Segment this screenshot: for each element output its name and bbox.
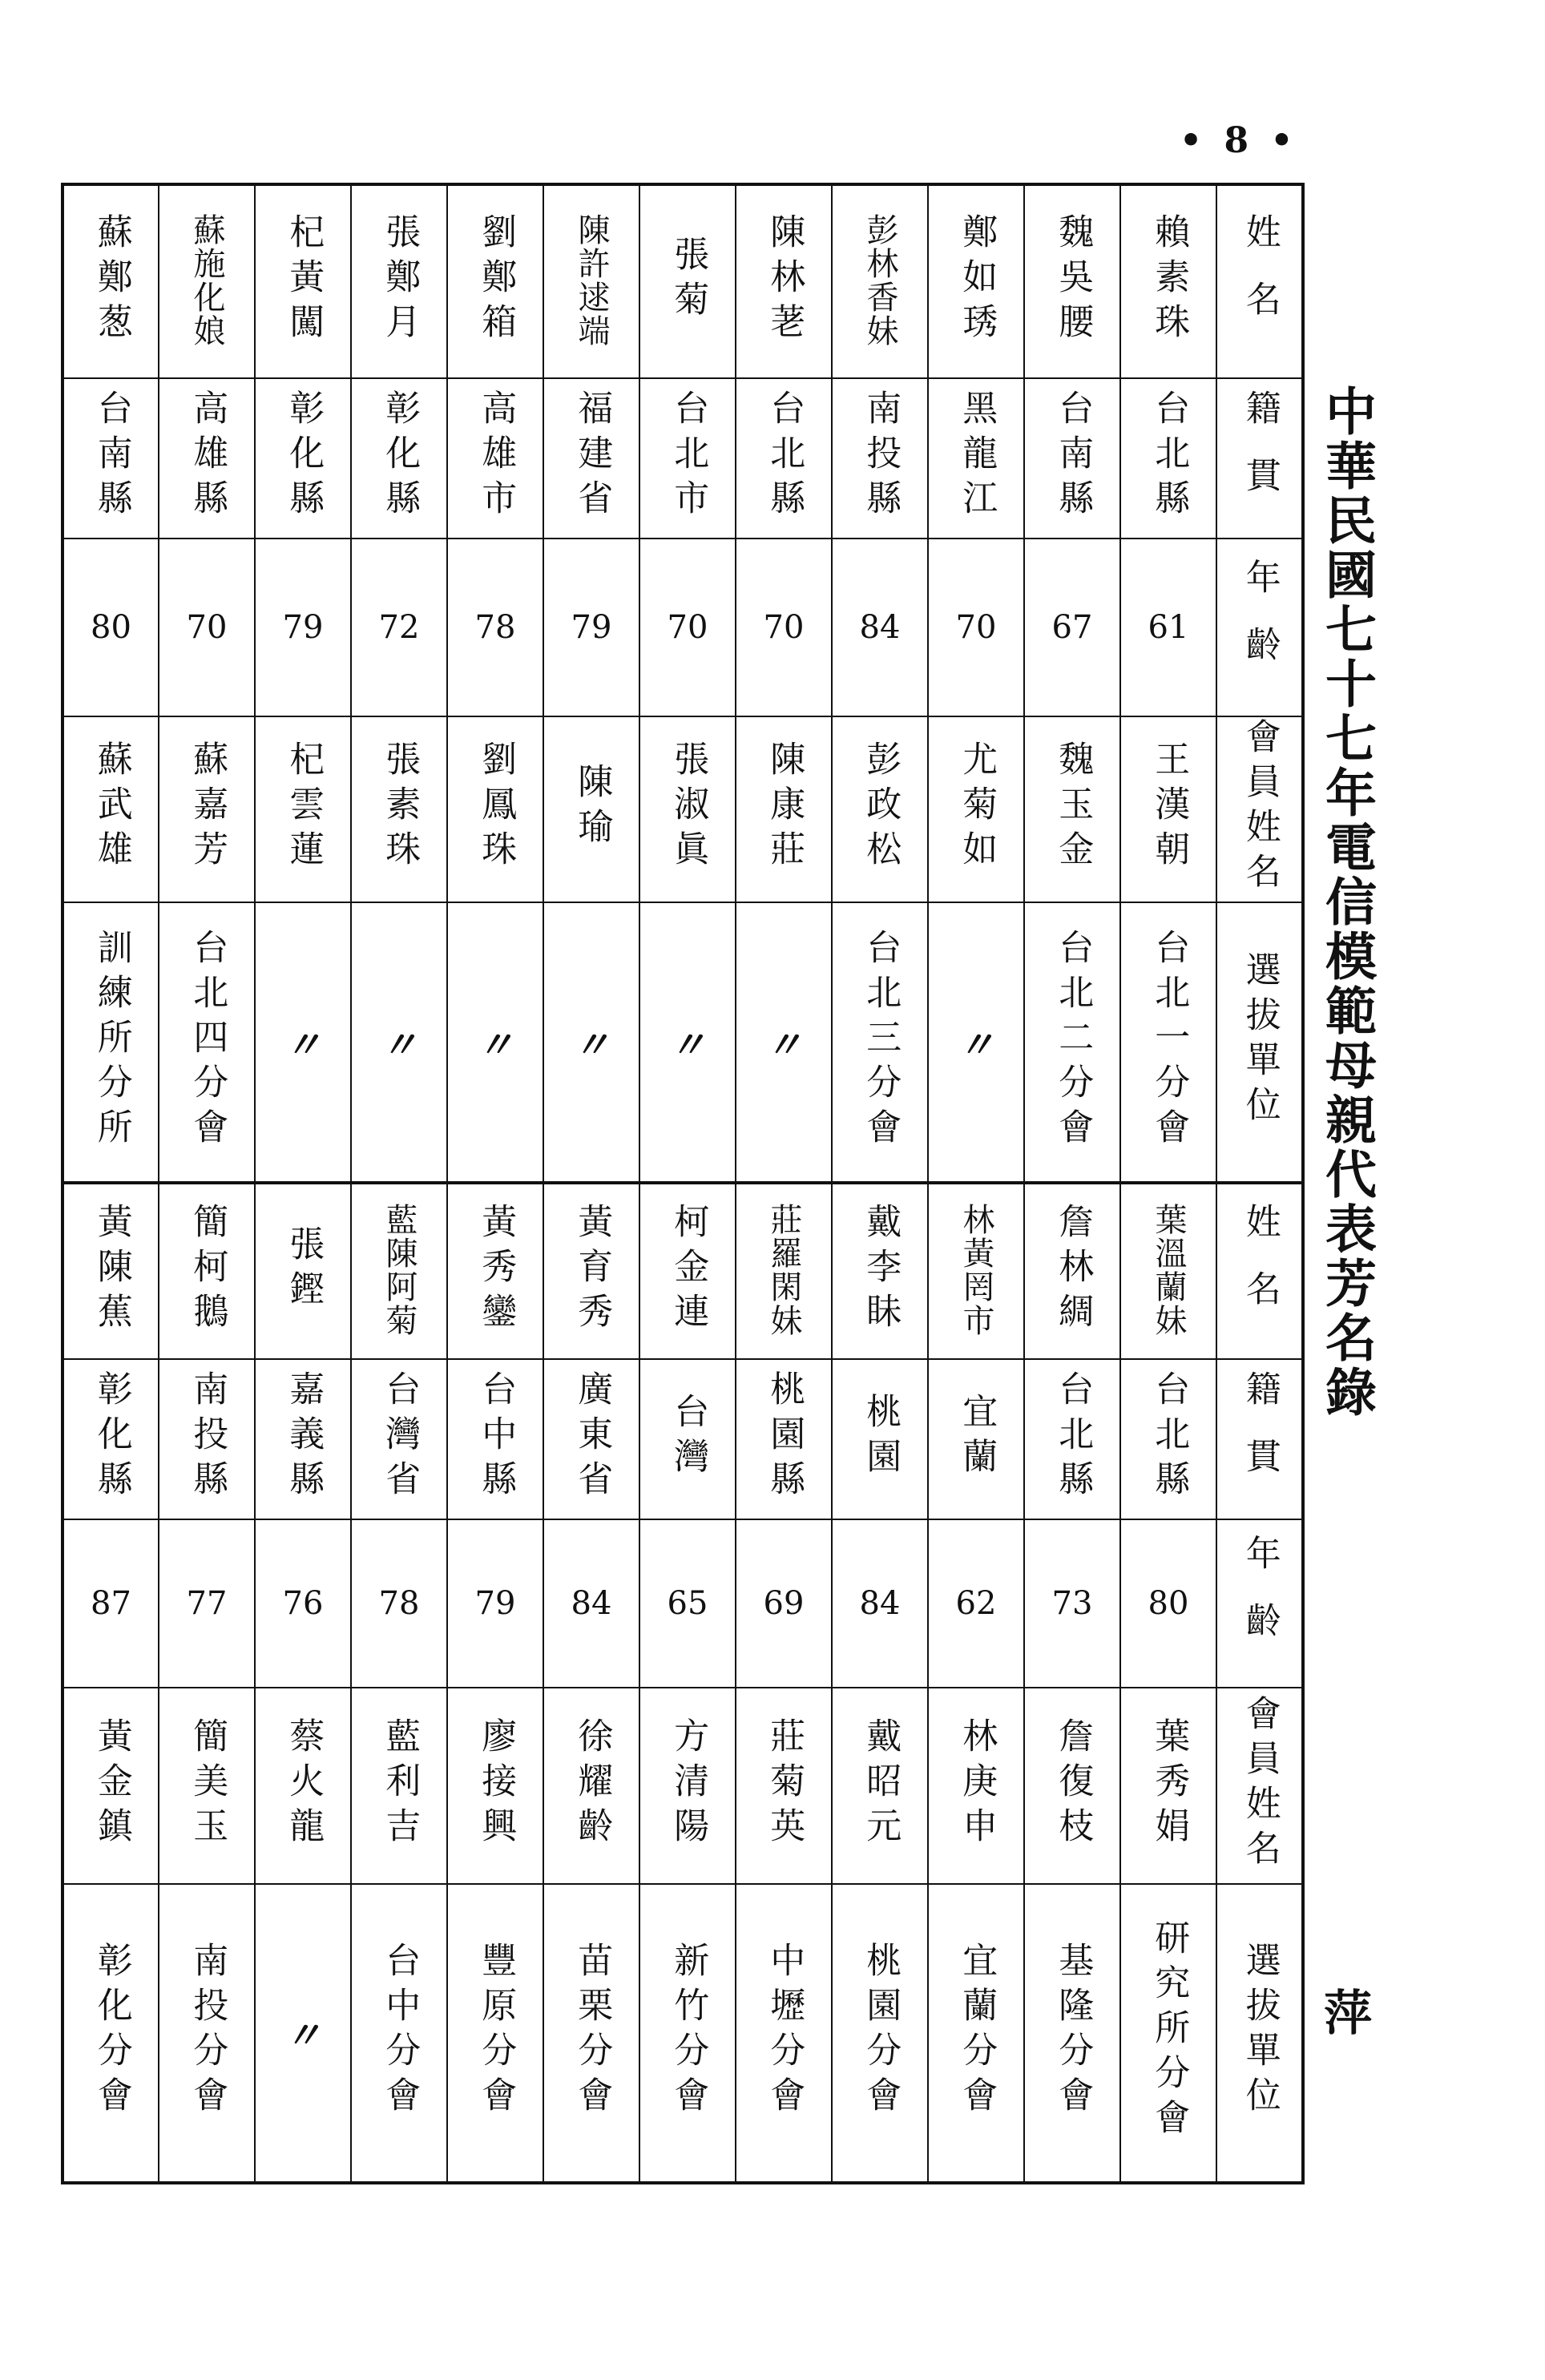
cell-age — [351, 1519, 447, 1688]
member-name-text: 張素珠 — [379, 740, 421, 875]
cell-origin — [832, 378, 928, 539]
origin-text: 高雄市 — [475, 389, 517, 524]
name-text: 黃秀鑾 — [475, 1202, 517, 1337]
member-name-text: 蘇武雄 — [91, 740, 132, 875]
cell-name — [1120, 184, 1216, 378]
cell-member-name — [159, 716, 255, 902]
cell-member-name — [928, 1688, 1024, 1884]
cell-member-name — [159, 1688, 255, 1884]
cell-name — [928, 1183, 1024, 1359]
age-text: 70 — [667, 609, 708, 646]
cell-unit — [255, 1884, 351, 2183]
unit-text: 台北四分會 — [187, 928, 228, 1153]
cell-name — [255, 1183, 351, 1359]
name-text: 葉溫蘭妹 — [1150, 1202, 1187, 1337]
cell-origin — [1024, 378, 1120, 539]
top-origin-row — [63, 378, 1303, 539]
member-name-text: 葉秀娟 — [1148, 1716, 1190, 1852]
cell-origin — [543, 378, 639, 539]
cell-unit — [1024, 1884, 1120, 2183]
cell-member-name — [928, 716, 1024, 902]
origin-text: 台北縣 — [1148, 389, 1190, 524]
cell-member-name — [447, 1688, 543, 1884]
unit-text: 彰化分會 — [91, 1942, 132, 2121]
cell-origin — [1120, 1359, 1216, 1519]
cell-origin — [1024, 1359, 1120, 1519]
header-member-name — [1216, 1688, 1303, 1884]
bottom-name-row — [63, 1183, 1303, 1359]
cell-age — [447, 539, 543, 716]
cell-age — [255, 539, 351, 716]
age-text: 61 — [1148, 609, 1189, 646]
name-text: 蘇鄭葱 — [91, 212, 132, 348]
cell-origin — [928, 378, 1024, 539]
cell-unit — [736, 1884, 832, 2183]
cell-unit — [1024, 902, 1120, 1183]
cell-unit — [928, 1884, 1024, 2183]
unit-text: 〃 — [765, 1023, 802, 1067]
header-label: 姓名 — [1239, 1202, 1281, 1337]
bottom-unit-row — [63, 1884, 1303, 2183]
unit-text: 〃 — [284, 2014, 321, 2057]
cell-age — [639, 1519, 736, 1688]
cell-age — [639, 539, 736, 716]
header-label: 選拔單位 — [1239, 950, 1281, 1131]
header-age — [1216, 1519, 1303, 1688]
origin-text: 台灣省 — [379, 1370, 421, 1505]
cell-name — [1120, 1183, 1216, 1359]
cell-age — [736, 1519, 832, 1688]
member-name-text: 莊菊英 — [764, 1716, 805, 1852]
origin-text: 彰化縣 — [379, 389, 421, 524]
age-text: 70 — [186, 609, 228, 646]
header-member-name — [1216, 716, 1303, 902]
age-text: 73 — [1051, 1585, 1093, 1622]
header-name — [1216, 184, 1303, 378]
cell-origin — [639, 1359, 736, 1519]
member-name-text: 杞雲蓮 — [283, 740, 325, 875]
cell-origin — [159, 1359, 255, 1519]
cell-unit — [63, 902, 159, 1183]
origin-text: 黑龍江 — [956, 389, 998, 524]
name-text: 詹林綢 — [1052, 1202, 1094, 1337]
age-text: 79 — [571, 609, 612, 646]
cell-origin — [1120, 378, 1216, 539]
unit-text: 〃 — [958, 1023, 994, 1067]
member-name-text: 廖接興 — [475, 1716, 517, 1852]
cell-unit — [447, 902, 543, 1183]
member-name-text: 戴昭元 — [860, 1716, 902, 1852]
member-name-text: 陳瑜 — [571, 763, 613, 853]
cell-member-name — [255, 716, 351, 902]
unit-text: 宜蘭分會 — [956, 1942, 998, 2121]
member-name-text: 藍利吉 — [379, 1716, 421, 1852]
member-name-text: 陳康莊 — [764, 740, 805, 875]
name-text: 杞黃闖 — [283, 212, 325, 348]
cell-name — [63, 1183, 159, 1359]
cell-age — [255, 1519, 351, 1688]
cell-age — [928, 1519, 1024, 1688]
unit-text: 新竹分會 — [668, 1942, 709, 2121]
cell-origin — [351, 1359, 447, 1519]
origin-text: 桃園縣 — [764, 1370, 805, 1505]
cell-age — [543, 539, 639, 716]
cell-name — [832, 184, 928, 378]
cell-name — [447, 184, 543, 378]
age-text: 78 — [474, 609, 516, 646]
origin-text: 嘉義縣 — [283, 1370, 325, 1505]
cell-unit — [543, 902, 639, 1183]
name-text: 林黃罔市 — [958, 1202, 994, 1337]
name-text: 張鏗 — [283, 1224, 325, 1315]
mothers-roster-table — [61, 183, 1305, 2184]
cell-member-name — [1024, 1688, 1120, 1884]
member-name-text: 魏玉金 — [1052, 740, 1094, 875]
age-text: 70 — [763, 609, 805, 646]
origin-text: 台北縣 — [1148, 1370, 1190, 1505]
cell-member-name — [832, 1688, 928, 1884]
member-name-text: 簡美玉 — [187, 1716, 228, 1852]
cell-unit — [255, 902, 351, 1183]
cell-name — [1024, 184, 1120, 378]
cell-origin — [63, 378, 159, 539]
origin-text: 台北縣 — [1052, 1370, 1094, 1505]
cell-origin — [736, 1359, 832, 1519]
unit-text: 〃 — [477, 1023, 514, 1067]
unit-text: 台中分會 — [379, 1942, 421, 2121]
unit-text: 訓練所分所 — [91, 928, 132, 1153]
top-age-row — [63, 539, 1303, 716]
cell-member-name — [1120, 716, 1216, 902]
cell-unit — [543, 1884, 639, 2183]
name-text: 戴李眛 — [860, 1202, 902, 1337]
cell-origin — [255, 1359, 351, 1519]
cell-member-name — [351, 1688, 447, 1884]
unit-text: 〃 — [284, 1023, 321, 1067]
cell-age — [736, 539, 832, 716]
bottom-member-row — [63, 1688, 1303, 1884]
name-text: 簡柯鵝 — [187, 1202, 228, 1337]
top-member-row — [63, 716, 1303, 902]
age-text: 65 — [667, 1585, 708, 1622]
cell-name — [447, 1183, 543, 1359]
unit-text: 台北二分會 — [1052, 928, 1094, 1153]
unit-text: 苗栗分會 — [571, 1942, 613, 2121]
origin-text: 高雄縣 — [187, 389, 228, 524]
cell-unit — [1120, 1884, 1216, 2183]
member-name-text: 黃金鎮 — [91, 1716, 132, 1852]
unit-text: 豐原分會 — [475, 1942, 517, 2121]
cell-age — [832, 1519, 928, 1688]
unit-text: 研究所分會 — [1148, 1919, 1190, 2144]
age-text: 84 — [859, 609, 901, 646]
age-text: 69 — [763, 1585, 805, 1622]
member-name-text: 蔡火龍 — [283, 1716, 325, 1852]
cell-name — [1024, 1183, 1120, 1359]
age-text: 84 — [859, 1585, 901, 1622]
cell-member-name — [63, 1688, 159, 1884]
cell-unit — [639, 902, 736, 1183]
header-age — [1216, 539, 1303, 716]
age-text: 87 — [91, 1585, 131, 1622]
cell-unit — [639, 1884, 736, 2183]
cell-age — [1120, 539, 1216, 716]
name-text: 陳林荖 — [764, 212, 805, 348]
cell-origin — [255, 378, 351, 539]
header-origin — [1216, 1359, 1303, 1519]
cell-member-name — [1120, 1688, 1216, 1884]
age-text: 79 — [474, 1585, 516, 1622]
origin-text: 宜蘭 — [956, 1393, 998, 1482]
header-label: 會員姓名 — [1239, 1694, 1281, 1874]
age-text: 72 — [378, 609, 420, 646]
cell-unit — [351, 1884, 447, 2183]
top-name-row — [63, 184, 1303, 378]
origin-text: 南投縣 — [187, 1370, 228, 1505]
cell-member-name — [447, 716, 543, 902]
cell-name — [543, 184, 639, 378]
cell-unit — [159, 1884, 255, 2183]
origin-text: 台南縣 — [91, 389, 132, 524]
cell-unit — [63, 1884, 159, 2183]
header-label: 籍貫 — [1239, 389, 1281, 524]
age-text: 67 — [1051, 609, 1093, 646]
origin-text: 台北市 — [668, 389, 709, 524]
member-name-text: 詹復枝 — [1052, 1716, 1094, 1852]
member-name-text: 彭政松 — [860, 740, 902, 875]
unit-text: 中壢分會 — [764, 1942, 805, 2121]
name-text: 彭林香妹 — [861, 212, 898, 348]
name-text: 陳許逑端 — [573, 212, 610, 348]
origin-text: 福建省 — [571, 389, 613, 524]
header-label: 籍貫 — [1239, 1370, 1281, 1505]
cell-age — [928, 539, 1024, 716]
unit-text: 〃 — [669, 1023, 706, 1067]
header-label: 姓名 — [1239, 212, 1281, 348]
cell-unit — [832, 1884, 928, 2183]
age-text: 76 — [282, 1585, 324, 1622]
member-name-text: 方清陽 — [668, 1716, 709, 1852]
cell-name — [639, 184, 736, 378]
cell-name — [832, 1183, 928, 1359]
header-label: 選拔單位 — [1239, 1942, 1281, 2121]
age-text: 80 — [91, 609, 131, 646]
age-text: 77 — [186, 1585, 228, 1622]
cell-origin — [639, 378, 736, 539]
cell-age — [543, 1519, 639, 1688]
age-text: 80 — [1148, 1585, 1189, 1622]
page-title: 中華民國七十七年電信模範母親代表芳名錄 — [1317, 385, 1376, 1420]
unit-text: 〃 — [381, 1023, 418, 1067]
name-text: 賴素珠 — [1148, 212, 1190, 348]
unit-text: 台北三分會 — [860, 928, 902, 1153]
cell-unit — [447, 1884, 543, 2183]
origin-text: 台灣 — [668, 1393, 709, 1482]
bottom-age-row — [63, 1519, 1303, 1688]
name-text: 莊羅閑妹 — [765, 1202, 802, 1337]
cell-name — [255, 184, 351, 378]
name-text: 蘇施化娘 — [188, 212, 225, 348]
top-unit-row — [63, 902, 1303, 1183]
header-label: 會員姓名 — [1239, 718, 1281, 898]
unit-text: 〃 — [573, 1023, 610, 1067]
header-origin — [1216, 378, 1303, 539]
cell-name — [928, 184, 1024, 378]
cell-name — [159, 1183, 255, 1359]
name-text: 劉鄭箱 — [475, 212, 517, 348]
cell-unit — [928, 902, 1024, 1183]
cell-age — [1024, 539, 1120, 716]
cell-member-name — [543, 1688, 639, 1884]
header-label: 年齡 — [1239, 559, 1281, 693]
origin-text: 台北縣 — [764, 389, 805, 524]
member-name-text: 蘇嘉芳 — [187, 740, 228, 875]
cell-name — [159, 184, 255, 378]
cell-origin — [543, 1359, 639, 1519]
compiler-name: 萍 — [1316, 1987, 1372, 2035]
age-text: 79 — [282, 609, 324, 646]
name-text: 魏吳腰 — [1052, 212, 1094, 348]
header-label: 年齡 — [1239, 1535, 1281, 1669]
member-name-text: 王漢朝 — [1148, 740, 1190, 875]
cell-member-name — [255, 1688, 351, 1884]
unit-text: 基隆分會 — [1052, 1942, 1094, 2121]
unit-text: 台北一分會 — [1148, 928, 1190, 1153]
cell-member-name — [351, 716, 447, 902]
cell-age — [159, 1519, 255, 1688]
origin-text: 桃園 — [860, 1393, 902, 1482]
cell-unit — [159, 902, 255, 1183]
name-text: 鄭如琇 — [956, 212, 998, 348]
member-name-text: 尤菊如 — [956, 740, 998, 875]
cell-name — [736, 1183, 832, 1359]
cell-origin — [832, 1359, 928, 1519]
cell-age — [63, 539, 159, 716]
cell-member-name — [639, 716, 736, 902]
name-text: 張鄭月 — [379, 212, 421, 348]
member-name-text: 林庚申 — [956, 1716, 998, 1852]
age-text: 78 — [378, 1585, 420, 1622]
cell-origin — [159, 378, 255, 539]
origin-text: 台中縣 — [475, 1370, 517, 1505]
cell-age — [63, 1519, 159, 1688]
origin-text: 台南縣 — [1052, 389, 1094, 524]
cell-age — [159, 539, 255, 716]
cell-age — [1024, 1519, 1120, 1688]
name-text: 柯金連 — [668, 1202, 709, 1337]
member-name-text: 徐耀齡 — [571, 1716, 613, 1852]
header-name — [1216, 1183, 1303, 1359]
cell-unit — [351, 902, 447, 1183]
name-text: 黃育秀 — [571, 1202, 613, 1337]
cell-unit — [832, 902, 928, 1183]
name-text: 張菊 — [668, 235, 709, 325]
origin-text: 彰化縣 — [91, 1370, 132, 1505]
page-number: • 8 • — [1180, 120, 1298, 161]
cell-member-name — [639, 1688, 736, 1884]
bottom-origin-row — [63, 1359, 1303, 1519]
cell-name — [543, 1183, 639, 1359]
age-text: 84 — [571, 1585, 612, 1622]
cell-member-name — [543, 716, 639, 902]
header-unit — [1216, 902, 1303, 1183]
age-text: 70 — [955, 609, 997, 646]
age-text: 62 — [955, 1585, 997, 1622]
cell-name — [736, 184, 832, 378]
cell-member-name — [1024, 716, 1120, 902]
cell-origin — [447, 378, 543, 539]
origin-text: 廣東省 — [571, 1370, 613, 1505]
cell-name — [639, 1183, 736, 1359]
unit-text: 南投分會 — [187, 1942, 228, 2121]
cell-age — [447, 1519, 543, 1688]
cell-name — [63, 184, 159, 378]
cell-age — [351, 539, 447, 716]
unit-text: 桃園分會 — [860, 1942, 902, 2121]
cell-age — [1120, 1519, 1216, 1688]
origin-text: 南投縣 — [860, 389, 902, 524]
cell-member-name — [63, 716, 159, 902]
cell-origin — [736, 378, 832, 539]
cell-origin — [928, 1359, 1024, 1519]
cell-member-name — [736, 1688, 832, 1884]
name-text: 藍陳阿菊 — [381, 1202, 418, 1337]
cell-name — [351, 1183, 447, 1359]
cell-unit — [1120, 902, 1216, 1183]
member-name-text: 張淑眞 — [668, 740, 709, 875]
member-name-text: 劉鳳珠 — [475, 740, 517, 875]
cell-age — [832, 539, 928, 716]
cell-name — [351, 184, 447, 378]
header-unit — [1216, 1884, 1303, 2183]
cell-origin — [63, 1359, 159, 1519]
name-text: 黃陳蕉 — [91, 1202, 132, 1337]
cell-member-name — [736, 716, 832, 902]
origin-text: 彰化縣 — [283, 389, 325, 524]
cell-origin — [447, 1359, 543, 1519]
cell-member-name — [832, 716, 928, 902]
cell-origin — [351, 378, 447, 539]
cell-unit — [736, 902, 832, 1183]
